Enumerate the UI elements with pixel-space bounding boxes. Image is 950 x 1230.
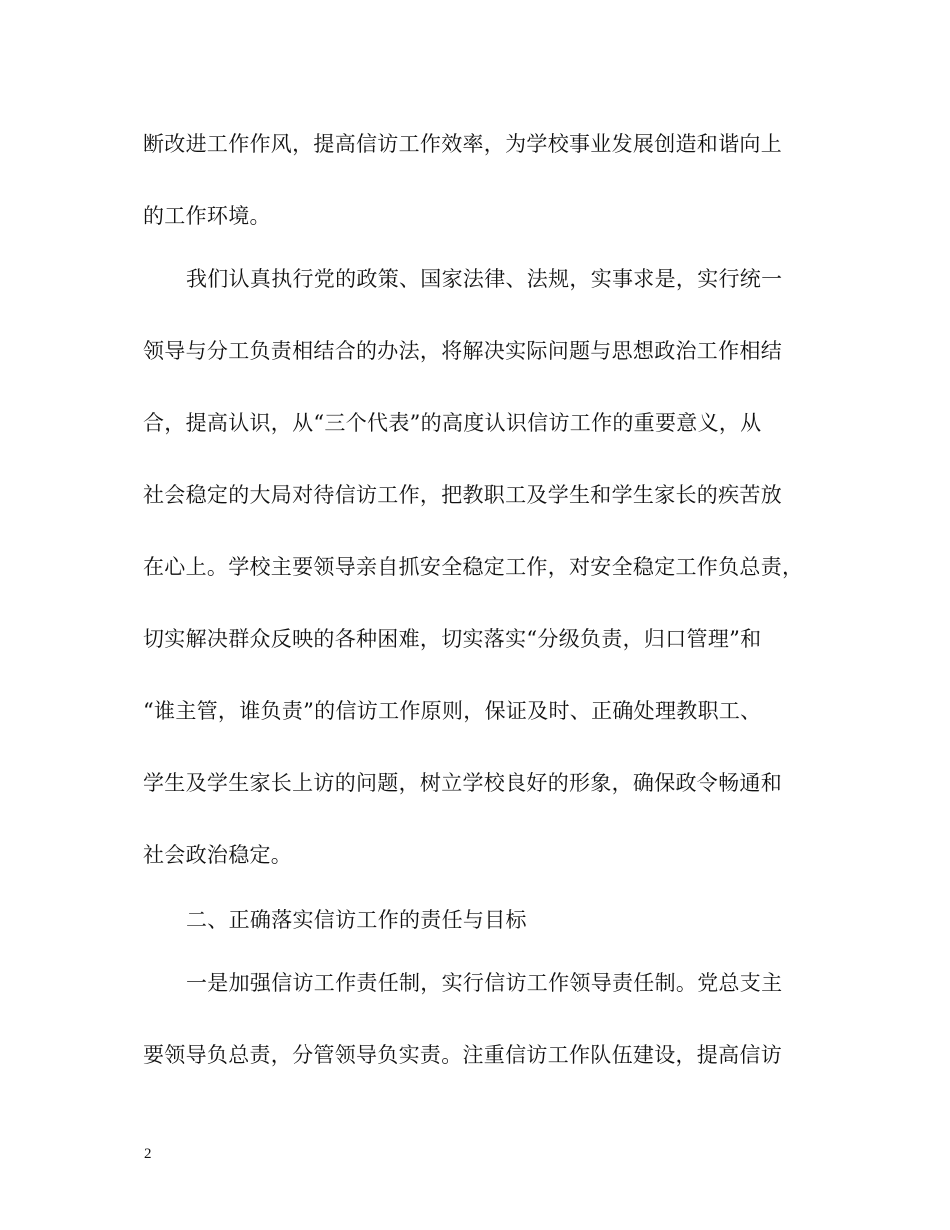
body-text-line: 断改进工作作风，提高信访工作效率，为学校事业发展创造和谐向上 [143,132,782,156]
paragraph-first-line: 我们认真执行党的政策、国家法律、法规，实事求是，实行统一 [186,267,783,291]
body-text-line: 切实解决群众反映的各种困难，切实落实“分级负责，归口管理”和 [143,627,762,651]
body-text-line: 的工作环境。 [143,204,271,228]
body-text-line: 领导与分工负责相结合的办法，将解决实际问题与思想政治工作相结 [143,339,782,363]
body-text-line: 社会政治稳定。 [143,843,293,867]
body-text-line: 要领导负总责，分管领导负实责。注重信访工作队伍建设，提高信访 [143,1043,782,1067]
body-text-line: 合，提高认识，从“三个代表”的高度认识信访工作的重要意义，从 [143,411,762,435]
paragraph-first-line: 一是加强信访工作责任制，实行信访工作领导责任制。党总支主 [186,971,783,995]
page-number: 2 [144,1146,152,1162]
body-text-line: 学生及学生家长上访的问题，树立学校良好的形象，确保政令畅通和 [143,771,782,795]
section-heading: 二、正确落实信访工作的责任与目标 [186,908,527,932]
body-text-line: “谁主管，谁负责”的信访工作原则，保证及时、正确处理教职工、 [143,699,762,723]
body-text-line: 在心上。学校主要领导亲自抓安全稳定工作，对安全稳定工作负总责， [143,555,804,579]
body-text-line: 社会稳定的大局对待信访工作，把教职工及学生和学生家长的疾苦放 [143,483,782,507]
